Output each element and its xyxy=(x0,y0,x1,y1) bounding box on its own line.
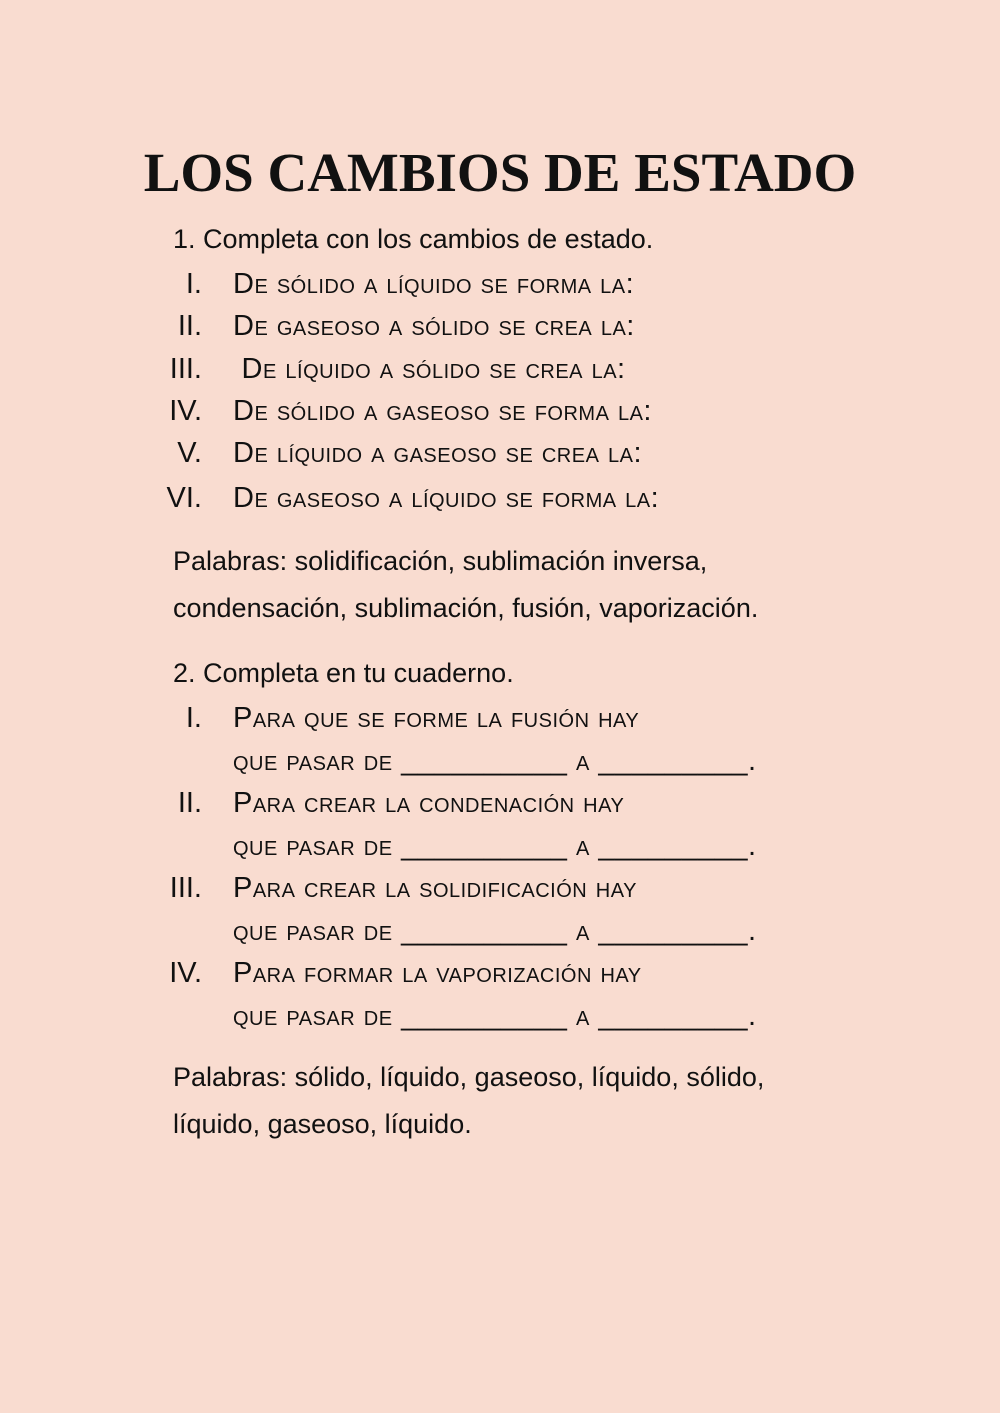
item-text-line-2: que pasar de __________ a _________. xyxy=(233,1000,757,1032)
item-numeral: VI. xyxy=(166,482,202,514)
item-numeral: I. xyxy=(185,702,202,734)
item-text: De líquido a sólido se crea la: xyxy=(233,353,626,385)
exercise-2-word-bank: Palabras: sólido, líquido, gaseoso, líquido, sólido, líquido, gaseoso, líquido. xyxy=(173,1062,765,1139)
item-text-line-1: Para formar la vaporización hay xyxy=(233,957,642,989)
item-numeral: IV. xyxy=(169,957,202,989)
item-text-line-1: Para que se forme la fusión hay xyxy=(233,702,640,734)
page-title: LOS CAMBIOS DE ESTADO xyxy=(143,142,857,203)
exercise-1-heading xyxy=(173,222,653,256)
exercise-2-instruction: Completa en tu cuaderno. xyxy=(203,658,514,688)
exercise-2-heading xyxy=(173,656,514,690)
item-numeral: III. xyxy=(169,353,202,385)
item-text-line-2: que pasar de __________ a _________. xyxy=(233,915,757,947)
item-text: De líquido a gaseoso se crea la: xyxy=(233,437,642,469)
item-text: De gaseoso a líquido se forma la: xyxy=(233,482,660,514)
item-numeral: II. xyxy=(177,787,202,819)
item-numeral: V. xyxy=(177,437,202,469)
item-numeral: II. xyxy=(177,310,202,342)
exercise-1-word-bank: Palabras: solidificación, sublimación inversa, condensación, sublimación, fusión, vaporización. xyxy=(173,546,759,623)
item-text: De gaseoso a sólido se crea la: xyxy=(233,310,635,342)
item-numeral: I. xyxy=(185,268,202,300)
item-numeral: III. xyxy=(169,872,202,904)
exercise-1-number: 1. xyxy=(173,224,196,254)
item-text: De sólido a gaseoso se forma la: xyxy=(233,395,652,427)
exercise-2-number: 2. xyxy=(173,658,196,688)
item-text-line-2: que pasar de __________ a _________. xyxy=(233,830,757,862)
item-text-line-1: Para crear la condenación hay xyxy=(233,787,625,819)
exercise-1-instruction: Completa con los cambios de estado. xyxy=(203,224,654,254)
item-text-line-1: Para crear la solidificación hay xyxy=(233,872,637,904)
item-text-line-2: que pasar de __________ a _________. xyxy=(233,745,757,777)
item-text: De sólido a líquido se forma la: xyxy=(233,268,635,300)
item-numeral: IV. xyxy=(169,395,202,427)
